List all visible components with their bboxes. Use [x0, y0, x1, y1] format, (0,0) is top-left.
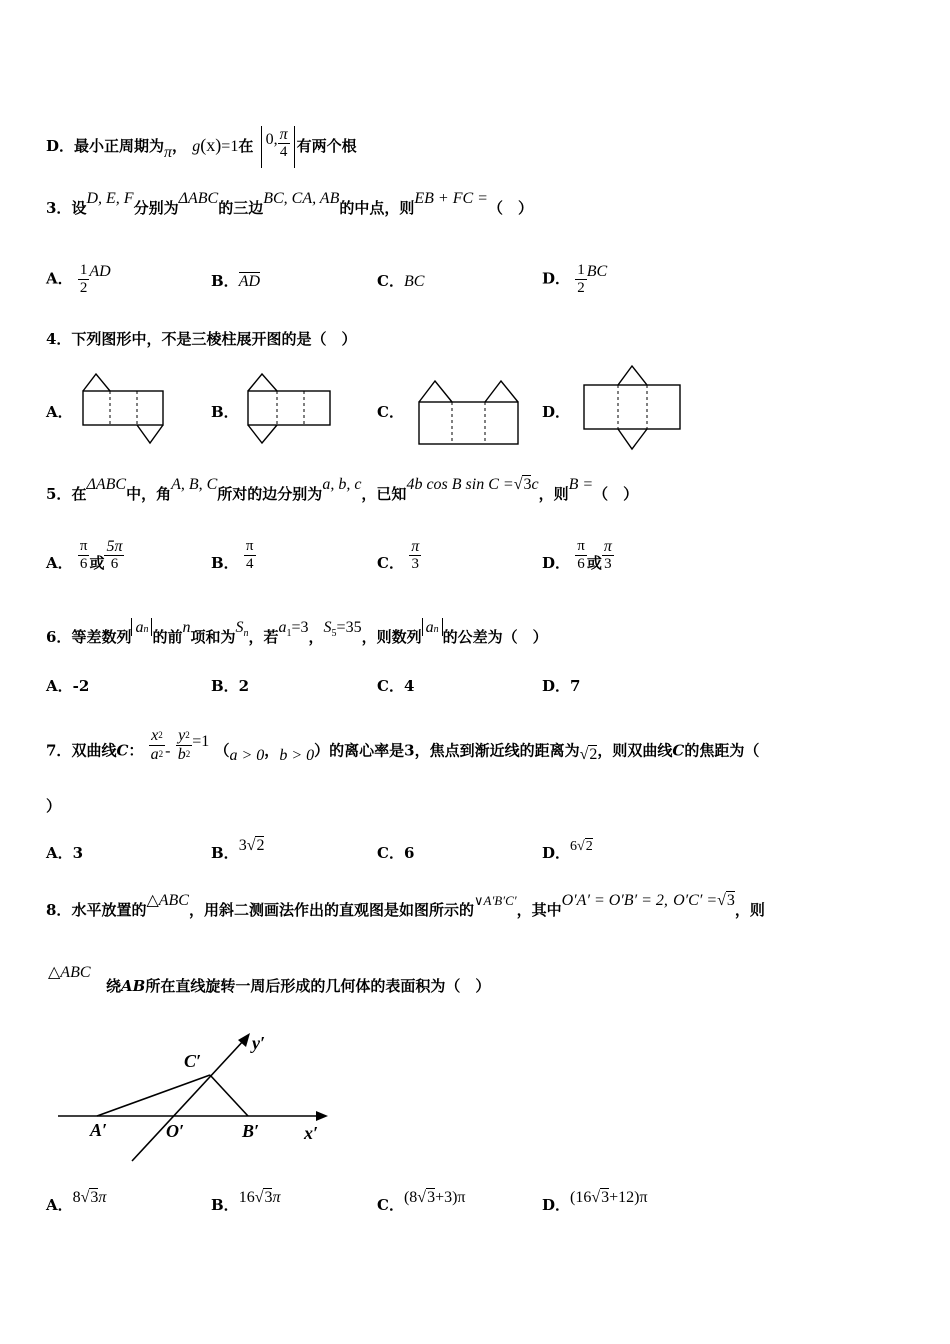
q5-t5: ，则 [538, 485, 569, 503]
q3-t3: 的三边 [218, 199, 264, 217]
q4-option-d[interactable]: D． [542, 403, 571, 421]
q5-sqrt: 3 [523, 476, 532, 493]
q3-t2: 分别为 [133, 199, 179, 217]
q2d-num: π [279, 126, 288, 143]
q7d-label: D． [542, 844, 571, 862]
q3b-vector: AD [238, 273, 261, 290]
q2d-g: g [192, 138, 201, 155]
q6-option-c[interactable]: C．4 [377, 677, 415, 695]
q5-B: B = [568, 476, 594, 493]
q7-eq1: =1 [192, 732, 210, 750]
q8-stem-line2 [106, 976, 490, 996]
q3d-vector: BC [586, 262, 608, 280]
q4-option-c[interactable]: C． [377, 403, 404, 421]
q7-stem: 7．双曲线C： $\frac{x^2}{a^2}$ - $\frac{y^2}{b^2}$ =1 （a > 0，b > 0）的离心率是3，焦点到渐近线的距离为√2，则双曲线C的焦距为（ [46, 727, 760, 764]
q8-t1: 水平放置的 [71, 901, 147, 919]
q5-option-c[interactable] [377, 538, 421, 573]
q3d-num: 1 [577, 262, 585, 278]
q3c-label: C． [377, 272, 404, 290]
q8b-pre: 16 [238, 1189, 255, 1206]
q5-t6: （ ） [593, 485, 639, 503]
q7-lp: （ [214, 741, 230, 760]
label-a: A′ [90, 1120, 108, 1140]
q6-eq35: =35 [336, 619, 362, 636]
label-y: y′ [252, 1033, 266, 1053]
q2d-text2: 有两个根 [296, 137, 357, 155]
q4-figure-d [583, 364, 689, 452]
q5a-d2: 6 [110, 556, 119, 572]
q7-y-exp: 2 [185, 730, 190, 740]
q8b-label: B． [211, 1196, 239, 1214]
q7-option-b[interactable]: B．3√2 [211, 837, 265, 862]
q6-t5: ，则数列 [361, 628, 422, 646]
q7-option-d[interactable]: D．6√2 [542, 839, 593, 862]
q8c-pre: (8 [403, 1189, 418, 1206]
q4-option-b[interactable]: B． [211, 403, 239, 421]
q3b-label: B． [211, 272, 239, 290]
q3d-fraction [575, 262, 587, 297]
q4-stem: 4．下列图形中，不是三棱柱展开图的是（ ） [46, 330, 357, 348]
q6-seq-1 [131, 618, 152, 636]
q6-option-b[interactable]: B．2 [211, 677, 250, 695]
q7-b0: b > 0 [279, 746, 315, 764]
q7-a-exp: 2 [158, 749, 164, 759]
q5a-n1: π [79, 538, 88, 554]
label-c: C′ [184, 1051, 202, 1071]
q4-figure-a [82, 372, 167, 446]
q6-S5: S [323, 619, 332, 636]
q3-option-d[interactable] [542, 262, 607, 297]
q5d-n1: π [577, 538, 585, 554]
q6-S5-sub: 5 [331, 628, 337, 639]
q2-option-d [46, 126, 357, 168]
q5d-frac2 [602, 538, 614, 573]
q6-t3: 项和为 [190, 628, 236, 646]
q6-option-d[interactable]: D．7 [542, 677, 581, 695]
q7-t3: ，焦点到渐近线的距离为 [414, 741, 580, 760]
q6-a1: a [278, 619, 287, 636]
q3a-vector: AD [89, 262, 111, 280]
x-axis-arrow [316, 1111, 328, 1121]
q8-line2-triangle [48, 962, 91, 983]
q5a-or: 或 [89, 553, 105, 572]
label-b: B′ [242, 1121, 260, 1141]
q5d-d2: 3 [604, 556, 612, 572]
q8-expr2: O′C′ = [673, 892, 718, 909]
q3-points: D, E, F [86, 190, 134, 207]
q7-x-exp: 2 [158, 730, 163, 740]
q7-frac-x [149, 727, 166, 764]
q8-sqrt3: 3 [726, 892, 735, 909]
q8-AB: AB [121, 977, 146, 995]
q5d-label: D． [542, 553, 571, 572]
q5d-or: 或 [586, 553, 602, 572]
q7-b: b [177, 746, 186, 763]
q5c-frac [409, 538, 421, 573]
q5-option-d[interactable] [542, 538, 614, 573]
q7b-rad: 2 [256, 837, 265, 854]
q8-t6: 所在直线旋转一周后形成的几何体的表面积为（ ） [145, 977, 491, 995]
q4-option-a[interactable]: A． [46, 403, 73, 421]
q7-x: x [151, 727, 159, 744]
q3a-num: 1 [79, 262, 88, 278]
q8-triangle2: ∨A′B′C′ [474, 893, 517, 908]
q7-sqrt2: 2 [589, 745, 598, 763]
q5-triangle: ΔABC [86, 476, 127, 493]
q3-sides: BC, CA, AB [263, 190, 340, 207]
q5b-n: π [245, 538, 254, 554]
q6-a1-sub: 1 [286, 628, 292, 639]
q6-t6: 的公差为（ ） [442, 628, 548, 646]
q7-a0: a > 0 [229, 746, 265, 764]
q3c-vector: BC [403, 273, 425, 290]
q6-an2-sub: n [433, 624, 439, 635]
q2d-interval [261, 126, 295, 168]
q7-comma: ， [264, 741, 280, 760]
q8a-label: A． [46, 1196, 73, 1214]
q3d-den: 2 [577, 280, 585, 296]
q5-stem: 5．在ΔABC中，角A, B, C所对的边分别为a, b, c，已知4b cos B sin C =√3c，则B =（ ） [46, 476, 639, 503]
q6-seq-2 [422, 618, 443, 636]
q7d-rad: 2 [585, 839, 593, 854]
q8c-label: C． [377, 1196, 404, 1214]
q3d-label: D． [542, 269, 571, 288]
q6-t4: ，若 [248, 628, 279, 646]
q6-S: S [235, 619, 244, 636]
q8-t5: 绕 [106, 977, 122, 995]
q5-sides: a, b, c [322, 476, 362, 493]
q8-figure [52, 1025, 342, 1170]
q5-number: 5． [46, 485, 72, 503]
q8-t2: ，用斜二测画法作出的直观图是如图所示的 [188, 901, 474, 919]
q5b-label: B． [211, 553, 239, 572]
q8d-pre: (16 [570, 1189, 592, 1206]
q3-expr: EB + FC = [414, 190, 488, 207]
q2d-lower: 0, [265, 130, 278, 148]
q7-t2: ）的离心率是 [314, 741, 405, 760]
label-o: O′ [166, 1121, 185, 1141]
q8a-rad: 3 [90, 1189, 99, 1206]
q7-close-paren: ） [46, 797, 62, 815]
segment-cb [210, 1075, 248, 1116]
q8-option-b[interactable]: B．16√3π [211, 1189, 281, 1214]
q3-stem [46, 190, 533, 219]
q3-number: 3． [46, 199, 72, 217]
q7-three: 3 [404, 741, 415, 760]
q8a-pre: 8 [72, 1189, 81, 1206]
q3a-label: A． [46, 269, 73, 288]
q7-b-exp: 2 [185, 749, 191, 759]
q8-option-c[interactable]: C．(8√3+3)π [377, 1189, 466, 1214]
label-x: x′ [304, 1123, 319, 1143]
q3-t4: 的中点，则 [339, 199, 415, 217]
q7-option-a[interactable]: A．3 [46, 844, 84, 862]
q6-t2: 的前 [152, 628, 183, 646]
q8-expr: O′A′ = O′B′ = 2, [561, 892, 668, 909]
q8-t4: ，则 [734, 901, 765, 919]
q7-number: 7． [46, 741, 72, 760]
q6-option-a[interactable]: A．-2 [46, 677, 90, 695]
q5b-frac [244, 538, 256, 573]
q5c-d: 3 [411, 556, 419, 572]
q2d-label: D． [46, 137, 75, 155]
q2d-pi: π [164, 144, 173, 161]
q7-C2: C [672, 741, 685, 760]
q5-option-a[interactable] [46, 538, 124, 573]
q5-t4: ，已知 [361, 485, 407, 503]
q5c-label: C． [377, 553, 404, 572]
q8d-label: D． [542, 1196, 571, 1214]
q5-angles: A, B, C [171, 476, 218, 493]
q3-t5: （ ） [487, 199, 533, 217]
q7-t4: ，则双曲线 [597, 741, 673, 760]
q8b-rad: 3 [264, 1189, 273, 1206]
q2d-eq: =1 [221, 138, 239, 155]
q3-option-a[interactable] [46, 262, 111, 297]
q5d-frac1 [575, 538, 587, 573]
q8c-post: +3)π [435, 1189, 466, 1206]
q4-figure-b [247, 372, 332, 446]
q8-number: 8． [46, 901, 72, 919]
q3-triangle: ΔABC [178, 190, 219, 207]
q6-number: 6． [46, 628, 72, 646]
q8-stem-line1: 8．水平放置的△ABC，用斜二测画法作出的直观图是如图所示的∨A′B′C′，其中O′A′ = O′B′ = 2, O′C′ =√3，则 [46, 892, 765, 919]
q2d-comma: ， [172, 137, 188, 155]
q7-a: a [150, 746, 159, 763]
q5-option-b[interactable] [211, 538, 256, 573]
q6-eq3: =3 [291, 619, 309, 636]
q5-c: c [531, 476, 539, 493]
q3-t1: 设 [71, 199, 87, 217]
q6-an2: a [425, 619, 434, 636]
q7b-coef: 3 [238, 837, 247, 854]
q5-expr: 4b cos B sin C = [406, 476, 514, 493]
q5-t1: 在 [71, 485, 87, 503]
q8d-post: +12)π [609, 1189, 648, 1206]
q8b-post: π [272, 1189, 281, 1206]
q7-colon: ： [128, 741, 144, 760]
q6-an: a [135, 619, 144, 636]
q6-S-sub: n [243, 628, 249, 639]
q6-an-sub: n [143, 624, 149, 635]
q6-n: n [182, 619, 191, 636]
q8-option-a[interactable]: A．8√3π [46, 1189, 107, 1214]
q2d-fraction [278, 126, 290, 161]
q5a-frac2 [104, 538, 124, 573]
q5c-n: π [411, 538, 420, 555]
q7-option-c[interactable]: C．6 [377, 844, 415, 862]
q5a-n2: 5π [106, 538, 123, 555]
q5b-d: 4 [245, 556, 254, 572]
q7-t1: 双曲线 [71, 741, 117, 760]
q5a-d1: 6 [79, 556, 88, 572]
q4-figure-c [418, 378, 520, 446]
q7-minus: - [165, 742, 171, 760]
q5d-n2: π [603, 538, 612, 555]
q8-l2-tri: △ABC [48, 964, 91, 981]
q7-C: C [116, 741, 129, 760]
q7b-label: B． [211, 844, 239, 862]
q5d-d1: 6 [577, 556, 585, 572]
q7-t5: 的焦距为（ [684, 741, 760, 760]
q7-frac-y [176, 727, 193, 764]
q3-option-c[interactable] [377, 270, 424, 291]
q8c-rad: 3 [427, 1189, 436, 1206]
q8a-post: π [98, 1189, 107, 1206]
q2d-in: 在 [238, 137, 254, 155]
q3-option-b[interactable] [211, 270, 260, 291]
q3a-fraction [78, 262, 90, 297]
q7d-coef: 6 [570, 839, 578, 854]
q2d-den: 4 [279, 144, 288, 160]
q5a-frac1 [78, 538, 90, 573]
q6-t1: 等差数列 [71, 628, 132, 646]
q8-t3: ，其中 [516, 901, 562, 919]
q6-comma: ， [308, 628, 324, 646]
q2d-gx: (x) [200, 135, 222, 155]
q3a-den: 2 [79, 280, 88, 296]
q8d-rad: 3 [601, 1189, 610, 1206]
q8-option-d[interactable]: D．(16√3+12)π [542, 1189, 648, 1214]
q5-t3: 所对的边分别为 [217, 485, 323, 503]
q2d-text: 最小正周期为 [74, 137, 165, 155]
q5a-label: A． [46, 553, 73, 572]
q7-y: y [178, 727, 186, 744]
q6-stem [46, 619, 548, 650]
q8-triangle: △ABC [146, 892, 189, 909]
q5-t2: 中，角 [126, 485, 172, 503]
